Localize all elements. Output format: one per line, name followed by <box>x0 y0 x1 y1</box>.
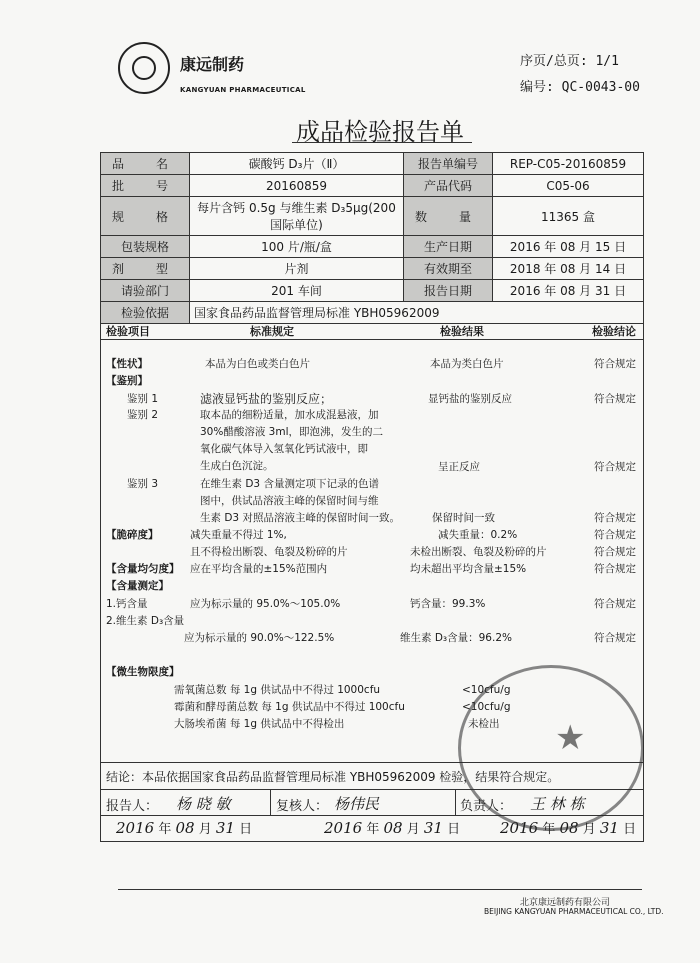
mfg-date: 2016 年 08 月 15 日 <box>493 236 644 258</box>
character-conclusion: 符合规定 <box>594 358 636 370</box>
product-code-label: 产品代码 <box>404 175 493 197</box>
assay-label: 【含量测定】 <box>106 580 169 592</box>
report-title: 成品检验报告单 <box>296 118 464 146</box>
ident1-result: 显钙盐的鉴别反应 <box>428 393 512 405</box>
dept: 201 车间 <box>190 280 404 302</box>
ident-label: 【鉴别】 <box>106 375 148 387</box>
col-result: 检验结果 <box>440 325 484 338</box>
basis: 国家食品药品监督管理局标准 YBH05962009 <box>190 302 644 324</box>
header-divider <box>100 339 644 340</box>
assay2-result: 维生素 D₃含量：96.2% <box>400 632 512 644</box>
company-name-cn: 康远制药 <box>180 55 245 74</box>
document-number: 编号: QC-0043-00 <box>520 80 640 95</box>
uniformity-standard: 应在平均含量的±15%范围内 <box>190 563 328 575</box>
assay1-conclusion: 符合规定 <box>594 598 636 610</box>
manager-date: 2016 年 08 月 31 日 <box>500 819 637 837</box>
assay1-label: 1.钙含量 <box>106 598 148 610</box>
ident1-label: 鉴别 1 <box>127 393 159 405</box>
ident3-standard-2: 图中，供试品溶液主峰的保留时间与维 <box>200 495 379 507</box>
report-no-label: 报告单编号 <box>404 153 493 175</box>
batch-label: 批 号 <box>101 175 190 197</box>
uniformity-conclusion: 符合规定 <box>594 563 636 575</box>
col-standard: 标准规定 <box>250 325 294 338</box>
friability-standard-1: 减失重量不得过 1%, <box>190 529 287 541</box>
reviewer-label: 复核人： <box>276 799 329 814</box>
friability-conclusion-2: 符合规定 <box>594 546 636 558</box>
micro2-standard: 霉菌和酵母菌总数 每 1g 供试品中不得过 100cfu <box>174 701 405 713</box>
reporter-date: 2016 年 08 月 31 日 <box>116 819 253 837</box>
report-date: 2016 年 08 月 31 日 <box>493 280 644 302</box>
packing: 100 片/瓶/盒 <box>190 236 404 258</box>
conclusion-text: 结论：本品依据国家食品药品监督管理局标准 YBH05962009 检验，结果符合规定。 <box>106 770 560 784</box>
microbial-label: 【微生物限度】 <box>106 666 180 678</box>
company-seal <box>458 665 644 831</box>
character-result: 本品为类白色片 <box>430 358 504 370</box>
ident2-standard-2: 30%醋酸溶液 3ml，即泡沸，发生的二 <box>200 426 384 438</box>
dosage-form: 片剂 <box>190 258 404 280</box>
reporter-signature: 杨 晓 敏 <box>176 795 231 813</box>
product-name-label: 品 名 <box>101 153 190 175</box>
ident1-standard: 滤液显钙盐的鉴别反应； <box>200 392 333 406</box>
ident3-conclusion: 符合规定 <box>594 512 636 524</box>
footer-line <box>118 889 642 890</box>
ident2-label: 鉴别 2 <box>127 409 159 421</box>
friability-result-2: 未检出断裂、龟裂及粉碎的片 <box>410 546 547 558</box>
ident3-standard-3: 生素 D3 对照品溶液主峰的保留时间一致。 <box>200 512 400 524</box>
dept-label: 请验部门 <box>101 280 190 302</box>
friability-conclusion-1: 符合规定 <box>594 529 636 541</box>
assay1-result: 钙含量：99.3% <box>410 598 486 610</box>
footer-company-en: BEIJING KANGYUAN PHARMACEUTICAL CO., LTD. <box>484 907 664 916</box>
assay2-standard: 应为标示量的 90.0%～122.5% <box>184 632 335 644</box>
packing-label: 包装规格 <box>101 236 190 258</box>
ident2-standard-1: 取本品的细粉适量，加水成混悬液，加 <box>200 409 379 421</box>
title-underline <box>292 142 472 143</box>
friability-result-1: 减失重量：0.2% <box>438 529 518 541</box>
footer-company-cn: 北京康远制药有限公司 <box>520 898 611 908</box>
ident2-standard-3: 氧化碳气体导入氢氧化钙试液中，即 <box>200 443 368 455</box>
micro3-result: 未检出 <box>468 718 500 730</box>
sig-divider-2 <box>455 789 456 815</box>
ident2-result: 呈正反应 <box>438 461 480 473</box>
assay2-label: 2.维生素 D₃含量 <box>106 615 185 627</box>
ident2-conclusion: 符合规定 <box>594 461 636 473</box>
micro2-result: <10cfu/g <box>462 701 511 713</box>
reporter-label: 报告人： <box>106 799 159 814</box>
friability-standard-2: 且不得检出断裂、龟裂及粉碎的片 <box>190 546 348 558</box>
company-name-en: KANGYUAN PHARMACEUTICAL <box>180 86 306 94</box>
spec: 每片含钙 0.5g 与维生素 D₃5μg(200国际单位) <box>190 197 404 236</box>
report-no: REP-C05-20160859 <box>493 153 644 175</box>
report-date-label: 报告日期 <box>404 280 493 302</box>
quantity: 11365 盒 <box>493 197 644 236</box>
page-info: 序页/总页: 1/1 <box>520 54 619 69</box>
company-logo <box>118 42 170 94</box>
product-info-table <box>100 152 644 324</box>
character-label: 【性状】 <box>106 358 148 370</box>
manager-label: 负责人： <box>460 799 513 814</box>
micro1-result: <10cfu/g <box>462 684 511 696</box>
character-standard: 本品为白色或类白色片 <box>205 358 310 370</box>
batch-number: 20160859 <box>190 175 404 197</box>
quantity-label: 数 量 <box>404 197 493 236</box>
ident3-result: 保留时间一致 <box>432 512 495 524</box>
reviewer-date: 2016 年 08 月 31 日 <box>324 819 461 837</box>
spec-label: 规 格 <box>101 197 190 236</box>
expiry-date: 2018 年 08 月 14 日 <box>493 258 644 280</box>
assay2-conclusion: 符合规定 <box>594 632 636 644</box>
ident1-conclusion: 符合规定 <box>594 393 636 405</box>
expiry-label: 有效期至 <box>404 258 493 280</box>
assay1-standard: 应为标示量的 95.0%～105.0% <box>190 598 341 610</box>
basis-label: 检验依据 <box>101 302 190 324</box>
ident2-standard-4: 生成白色沉淀。 <box>200 460 274 472</box>
col-item: 检验项目 <box>106 325 150 338</box>
dosage-label: 剂 型 <box>101 258 190 280</box>
sig-divider-1 <box>270 789 271 815</box>
uniformity-result: 均未超出平均含量±15% <box>410 563 527 575</box>
friability-label: 【脆碎度】 <box>106 529 159 541</box>
micro1-standard: 需氧菌总数 每 1g 供试品中不得过 1000cfu <box>174 684 381 696</box>
col-conclusion: 检验结论 <box>592 325 636 338</box>
reviewer-signature: 杨伟民 <box>334 795 380 813</box>
seal-star-icon: ★ <box>555 718 586 758</box>
ident3-standard-1: 在维生素 D3 含量测定项下记录的色谱 <box>200 478 379 490</box>
mfg-date-label: 生产日期 <box>404 236 493 258</box>
product-code: C05-06 <box>493 175 644 197</box>
uniformity-label: 【含量均匀度】 <box>106 563 180 575</box>
manager-signature: 王 林 栋 <box>530 795 585 813</box>
micro3-standard: 大肠埃希菌 每 1g 供试品中不得检出 <box>174 718 345 730</box>
ident3-label: 鉴别 3 <box>127 478 159 490</box>
product-name: 碳酸钙 D₃片（Ⅱ） <box>190 153 404 175</box>
